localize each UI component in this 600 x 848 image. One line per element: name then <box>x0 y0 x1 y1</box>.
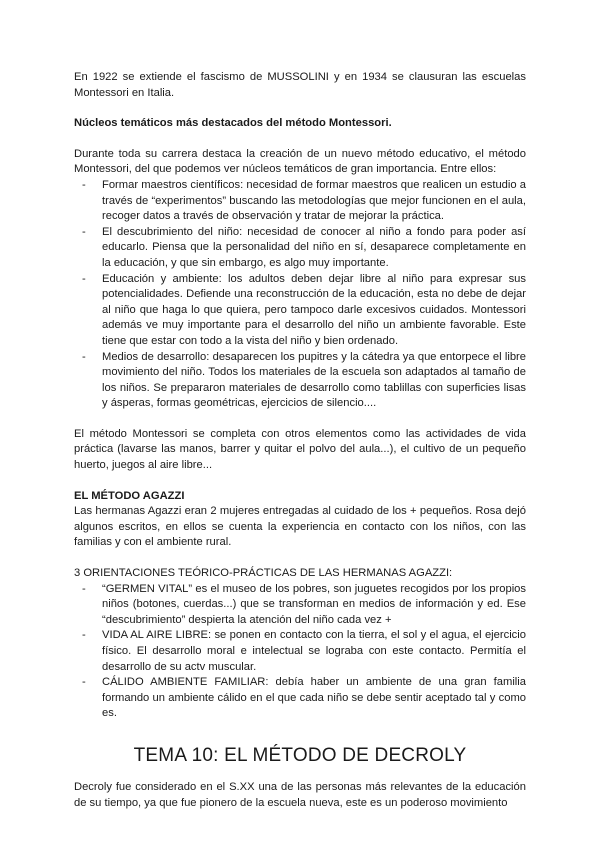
orientaciones-heading: 3 ORIENTACIONES TEÓRICO-PRÁCTICAS DE LAS HERMANAS AGAZZI: <box>74 567 453 580</box>
tema-title: TEMA 10: EL MÉTODO DE DECROLY <box>133 744 467 766</box>
montessori-closing-paragraph: El método Montessori se completa con otros elementos como las actividades de vida práctica (lavarse las manos, barrer y quitar el polvo del aula...), el cultivo de un pequeño huerto, juegos al aire libre... <box>74 427 526 472</box>
list-item: - Medios de desarrollo: desaparecen los pupitres y la cátedra ya que entorpece el libre movimiento del niño. Todos los materiales de la escuela son adaptados al tamaño de los niños. Se prepararon materiales de desarrollo como tablillas con superficies lisas y ásperas, formas geométricas, ejercicios de silencio.... <box>92 350 526 412</box>
agazzi-list <box>74 582 526 722</box>
list-item: - “GERMEN VITAL” es el museo de los pobres, son juguetes recogidos por los propios niños (botones, cuerdas...) que se transforman en medios de información y ed. Ese “descubrimiento” despierta la atención del niño cada vez + <box>92 582 526 629</box>
intro-paragraph: En 1922 se extiende el fascismo de MUSSOLINI y en 1934 se clausuran las escuelas Montessori en Italia. <box>74 71 526 99</box>
list-item: - Educación y ambiente: los adultos deben dejar libre al niño para expresar sus potencialidades. Defiende una reconstrucción de la educación, esta no debe de dejar al niño que haga lo que quiera, pero tampoco darle excesivos cuidados. Montessori además ve muy importante para el desarrollo del niño un ambiente favorable. Este tiene que estar con todo a la vista del niño y bien ordenado. <box>92 272 526 350</box>
montessori-list <box>74 178 526 412</box>
list-item: - El descubrimiento del niño: necesidad de conocer al niño a fondo para poder así educarlo. Piensa que la personalidad del niño en sí, desaparece completamente en la educación, y que sin embargo, es algo muy importante. <box>92 225 526 272</box>
nucleos-intro-paragraph: Durante toda su carrera destaca la creación de un nuevo método educativo, el método Montessori, del que podemos ver núcleos temáticos de gran importancia. Entre ellos: <box>74 147 526 176</box>
agazzi-intro-paragraph: Las hermanas Agazzi eran 2 mujeres entregadas al cuidado de los + pequeños. Rosa dejó algunos escritos, en ellos se cuenta la experiencia en contacto con los niños, con las familias y con el ambiente rural. <box>74 505 526 549</box>
list-item: - Formar maestros científicos: necesidad de formar maestros que realicen un estudio a través de “experimentos” buscando las metodologías que mejor funcionen en el aula, recoger datos a través de observación y tratar de mejorar la práctica. <box>92 178 526 225</box>
list-item: - VIDA AL AIRE LIBRE: se ponen en contacto con la tierra, el sol y el agua, el ejercicio físico. El desarrollo moral e intelectual se lograba con este contacto. Permitía el desarrollo de su actv muscular. <box>92 628 526 675</box>
decroly-intro-paragraph: Decroly fue considerado en el S.XX una de las personas más relevantes de la educación de su tiempo, ya que fue pionero de la escuela nueva, este es un poderoso movimiento <box>74 780 526 809</box>
nucleos-heading: Núcleos temáticos más destacados del método Montessori. <box>74 117 392 130</box>
agazzi-heading: EL MÉTODO AGAZZI <box>74 489 185 502</box>
list-item: - CÁLIDO AMBIENTE FAMILIAR: debía haber un ambiente de una gran familia formando un ambiente cálido en el que cada niño se debe sentir aceptado tal y como es. <box>92 675 526 722</box>
